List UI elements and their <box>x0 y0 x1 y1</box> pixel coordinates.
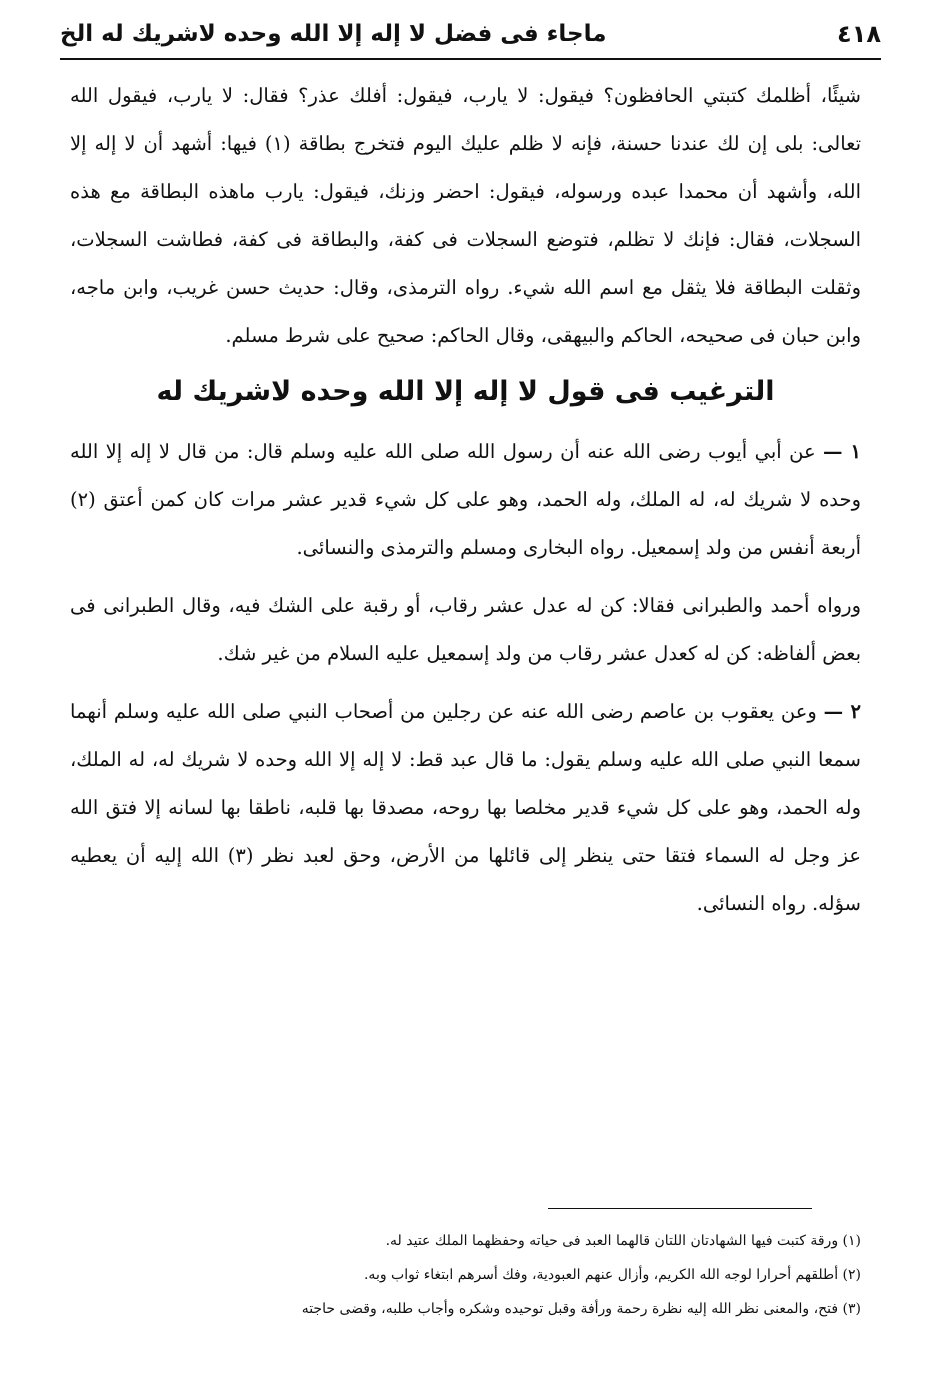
header-divider <box>60 58 881 60</box>
page-header <box>60 14 881 54</box>
intro-paragraph: شيئًا، أظلمك كتبتي الحافظون؟ فيقول: لا يارب، فيقول: أفلك عذر؟ فقال: لا يارب، فيقول الله تعالى: بلى إن لك عندنا حسنة، فإنه لا ظلم عليك اليوم فتخرج بطاقة (١) فيها: أشهد أن لا إله إلا الله، وأشهد أن محمدا عبده ورسوله، فيقول: احضر وزنك، فيقول: يارب ماهذه البطاقة مع هذه السجلات، فقال: فإنك لا تظلم، فتوضع السجلات فى كفة، والبطاقة فى كفة، فطاشت السجلات، وثقلت البطاقة فلا يثقل مع اسم الله شيء. رواه الترمذى، وقال: حديث حسن غريب، وابن ماجه، وابن حبان فى صحيحه، الحاكم والبيهقى، وقال الحاكم: صحيح على شرط مسلم. <box>70 84 862 347</box>
page-number: ٤١٨ <box>837 20 881 48</box>
running-title: ماجاء فى فضل لا إله إلا الله وحده لاشريك له الخ <box>60 21 607 47</box>
hadith-2-paragraph <box>70 688 861 928</box>
hadith-1-note: ورواه أحمد والطبرانى فقالا: كن له عدل عشر رقاب، أو رقبة على الشك فيه، وقال الطبرانى فى بعض ألفاظه: كن له كعدل عشر رقاب من ولد إسمعيل عليه السلام من غير شك. <box>70 594 861 665</box>
main-text <box>70 72 861 928</box>
hadith-2-number: ٢ — <box>823 700 861 723</box>
section-title: الترغيب فى قول لا إله إلا الله وحده لاشريك له <box>156 376 775 407</box>
footnote-2: (٢) أطلقهم أحرارا لوجه الله الكريم، وأزال عنهم العبودية، وفك أسرهم ابتغاء ثواب وبه. <box>363 1267 861 1283</box>
hadith-2-text: وعن يعقوب بن عاصم رضى الله عنه عن رجلين من أصحاب النبي صلى الله عليه وسلم أنهما سمعا النبي صلى الله عليه وسلم يقول: ما قال عبد قط: لا إله إلا الله وحده لا شريك له، له الملك، وله الحمد، وهو على كل شيء قدير مخلصا بها روحه، مصدقا بها قلبه، ناطقا بها لسانه إلا فتق الله عز وجل له السماء فتقا حتى ينظر إلى قائلها من الأرض، وحق لعبد نظر (٣) الله إليه أن يعطيه سؤله. رواه النسائى. <box>70 700 861 915</box>
footnote-1: (١) ورقة كتبت فيها الشهادتان اللتان قالهما العبد فى حياته وحفظهما الملك عتيد له. <box>385 1233 861 1249</box>
hadith-1-number: ١ — <box>823 440 861 463</box>
hadith-1-text: عن أبي أيوب رضى الله عنه أن رسول الله صلى الله عليه وسلم قال: من قال لا إله إلا الله وحده لا شريك له، له الملك، وله الحمد، وهو على كل شيء قدير عشر مرات كان كمن أعتق (٢) أربعة أنفس من ولد إسمعيل. رواه البخارى ومسلم والترمذى والنسائى. <box>70 440 861 559</box>
footnotes <box>70 1224 861 1326</box>
footnote-3: (٣) فتح، والمعنى نظر الله إليه نظرة رحمة ورأفة وقبل توحيده وشكره وأجاب طلبه، وقضى حاجته <box>301 1301 861 1317</box>
hadith-1-paragraph <box>70 428 861 572</box>
footnote-divider <box>548 1208 812 1209</box>
